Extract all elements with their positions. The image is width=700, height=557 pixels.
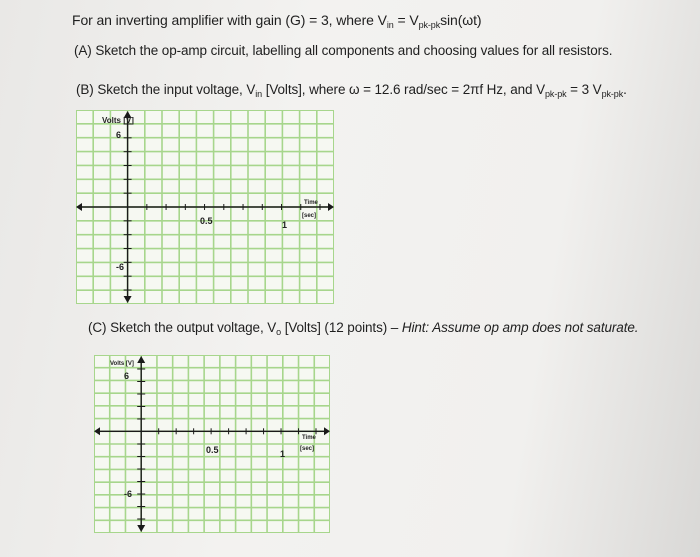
part-a-text: (A) Sketch the op-amp circuit, labelling all components and choosing values for all resistors. xyxy=(74,43,613,58)
x-axis-label-unit: [sec] xyxy=(302,213,317,219)
part-b-text xyxy=(76,82,627,99)
y-axis-label: Volts [V] xyxy=(102,116,134,125)
part-c-hint: Hint: Assume op amp does not saturate. xyxy=(401,320,639,335)
part-c-text xyxy=(88,320,638,337)
output-voltage-graph[interactable] xyxy=(94,355,330,533)
part-b-pre: (B) Sketch the input voltage, V xyxy=(76,82,256,97)
input-voltage-grid xyxy=(76,110,334,304)
part-c-sub-o: o xyxy=(276,327,282,337)
y-tick-bottom: -6 xyxy=(124,489,133,499)
y-axis-label: Volts [V] xyxy=(110,361,134,367)
y-tick-bottom: -6 xyxy=(116,262,125,272)
question-intro xyxy=(72,12,481,30)
intro-text: For an inverting amplifier with gain (G) = 3, where V xyxy=(72,12,387,28)
part-b-sub-pk1: pk-pk xyxy=(545,89,567,99)
x-tick-half: 0.5 xyxy=(206,445,219,455)
part-c-mid: [Volts] (12 points) – xyxy=(281,320,402,335)
x-axis-label-time: Time xyxy=(304,200,318,206)
x-tick-one: 1 xyxy=(280,449,286,459)
part-b-mid1: [Volts], where ω = 12.6 rad/sec = 2πf Hz, and V xyxy=(262,82,546,97)
part-b-sub-pk2: pk-pk xyxy=(601,89,624,99)
output-voltage-grid xyxy=(94,355,330,533)
intro-sub-pk: pk-pk xyxy=(418,20,441,30)
part-b-mid2: = 3 V xyxy=(566,82,602,97)
intro-text-mid: = V xyxy=(393,12,419,28)
part-b-post: . xyxy=(623,82,627,97)
part-b-sub-in: in xyxy=(255,89,263,99)
x-tick-one: 1 xyxy=(282,220,288,230)
part-c-pre: (C) Sketch the output voltage, V xyxy=(88,320,277,335)
x-axis-label-time: Time xyxy=(302,435,316,441)
x-tick-half: 0.5 xyxy=(200,216,213,226)
y-tick-top: 6 xyxy=(124,371,130,381)
input-voltage-graph[interactable] xyxy=(76,110,334,304)
x-axis-label-unit: [sec] xyxy=(300,446,315,452)
y-tick-top: 6 xyxy=(116,130,122,140)
intro-text-post: sin(ωt) xyxy=(440,12,482,28)
intro-sub-in: in xyxy=(386,20,394,30)
